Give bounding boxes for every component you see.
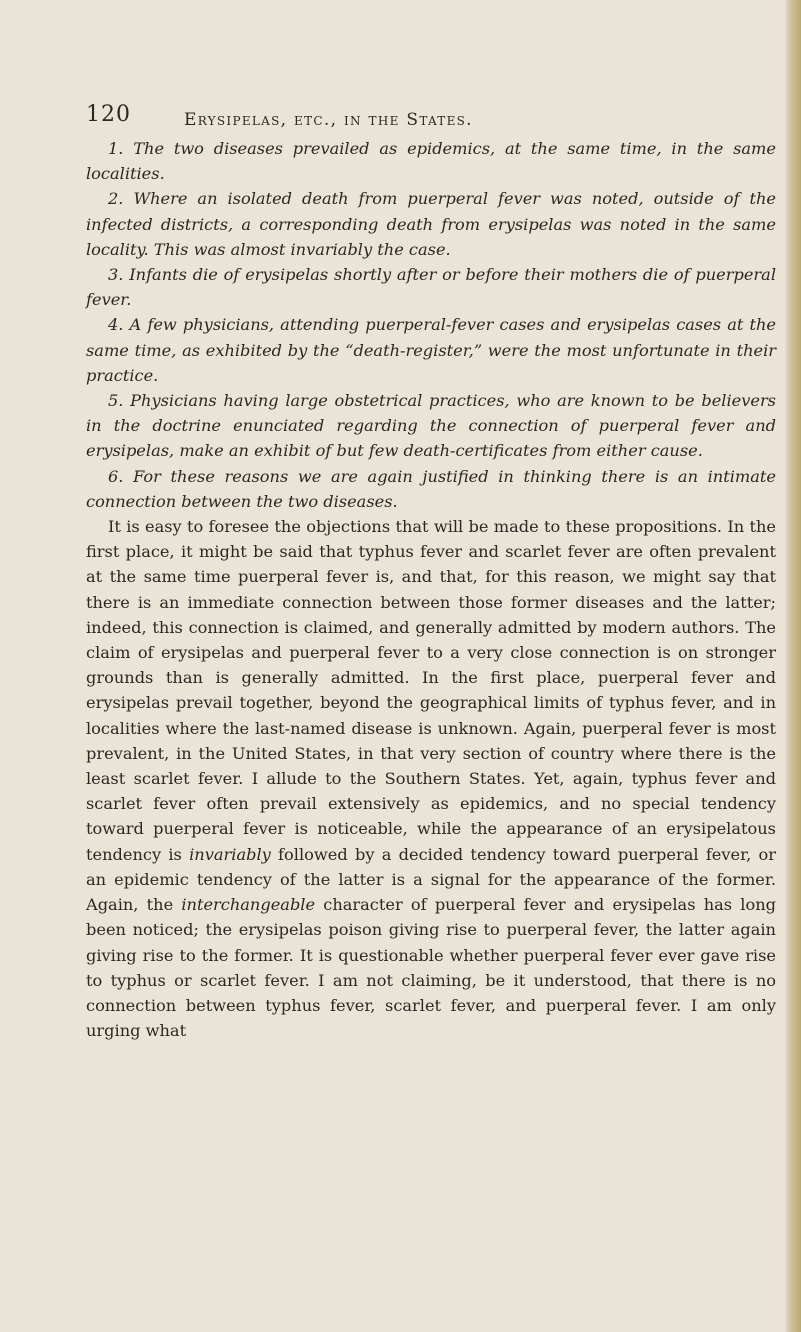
running-title: Erysipelas, etc., in the States.	[184, 110, 473, 130]
body-text-part-1: It is easy to foresee the objections that will be made to these propositions. In the first place, it might be said that typhus fever and scarlet fever are often prevalent at the same time puerperal fever is, and that, for this reason, we might say that there is an immediate connection between those former diseases and the latter; indeed, this connection is claimed, and generally admitted by modern authors. The claim of erysipelas and puerperal fever to a very close connection is on stronger grounds than is generally admitted. In the first place, puerperal fever and erysipelas prevail together, beyond the geographical limits of typhus fever, and in localities where the last-named disease is unknown. Again, puerperal fever is most prevalent, in the United States, in that very section of country where there is the least scarlet fever. I allude to the Southern States. Yet, again, typhus fever and scarlet fever often prevail extensively as epidemics, and no special tendency toward puerperal fever is noticeable, while the appearance of an erysipelatous tendency is	[86, 517, 776, 864]
body-text-part-3: character of puerperal fever and erysipelas has long been noticed; the erysipelas poison giving rise to puerperal fever, the latter again giving rise to the former. It is questionable whether puerperal fever ever gave rise to typhus or scarlet fever. I am not claiming, be it understood, that there is no connection between typhus fever, scarlet fever, and puerperal fever. I am only urging what	[86, 895, 776, 1041]
proposition-4: 4. A few physicians, attending puerperal-fever cases and erysipelas cases at the same time, as exhibited by the “death-register,” were the most unfortunate in their practice.	[86, 315, 776, 385]
page-edge-shadow	[785, 0, 801, 1332]
page-number: 120	[86, 102, 131, 127]
proposition-1: 1. The two diseases prevailed as epidemics, at the same time, in the same localities.	[86, 139, 776, 184]
body-paragraph	[86, 514, 776, 1043]
emphasis-invariably: invariably	[189, 844, 271, 864]
proposition-2: 2. Where an isolated death from puerperal fever was noted, outside of the infected districts, a corresponding death from erysipelas was noted in the same locality. This was almost invariably the case.	[86, 189, 776, 259]
proposition-6: 6. For these reasons we are again justified in thinking there is an intimate connection between the two diseases.	[86, 466, 776, 511]
proposition-5: 5. Physicians having large obstetrical practices, who are known to be believers in the doctrine enunciated regarding the connection of puerperal fever and erysipelas, make an exhibit of but few death-certificates from either cause.	[86, 391, 776, 461]
body-text-part-2: followed by a decided tendency toward puerperal fever, or an epidemic tendency of the latter is a signal for the appearance of the former. Again, the	[86, 844, 776, 915]
book-page	[86, 96, 776, 1043]
emphasis-interchangeable: interchangeable	[181, 895, 316, 915]
proposition-3: 3. Infants die of erysipelas shortly after or before their mothers die of puerperal fever.	[86, 265, 776, 310]
page-header	[86, 96, 776, 136]
